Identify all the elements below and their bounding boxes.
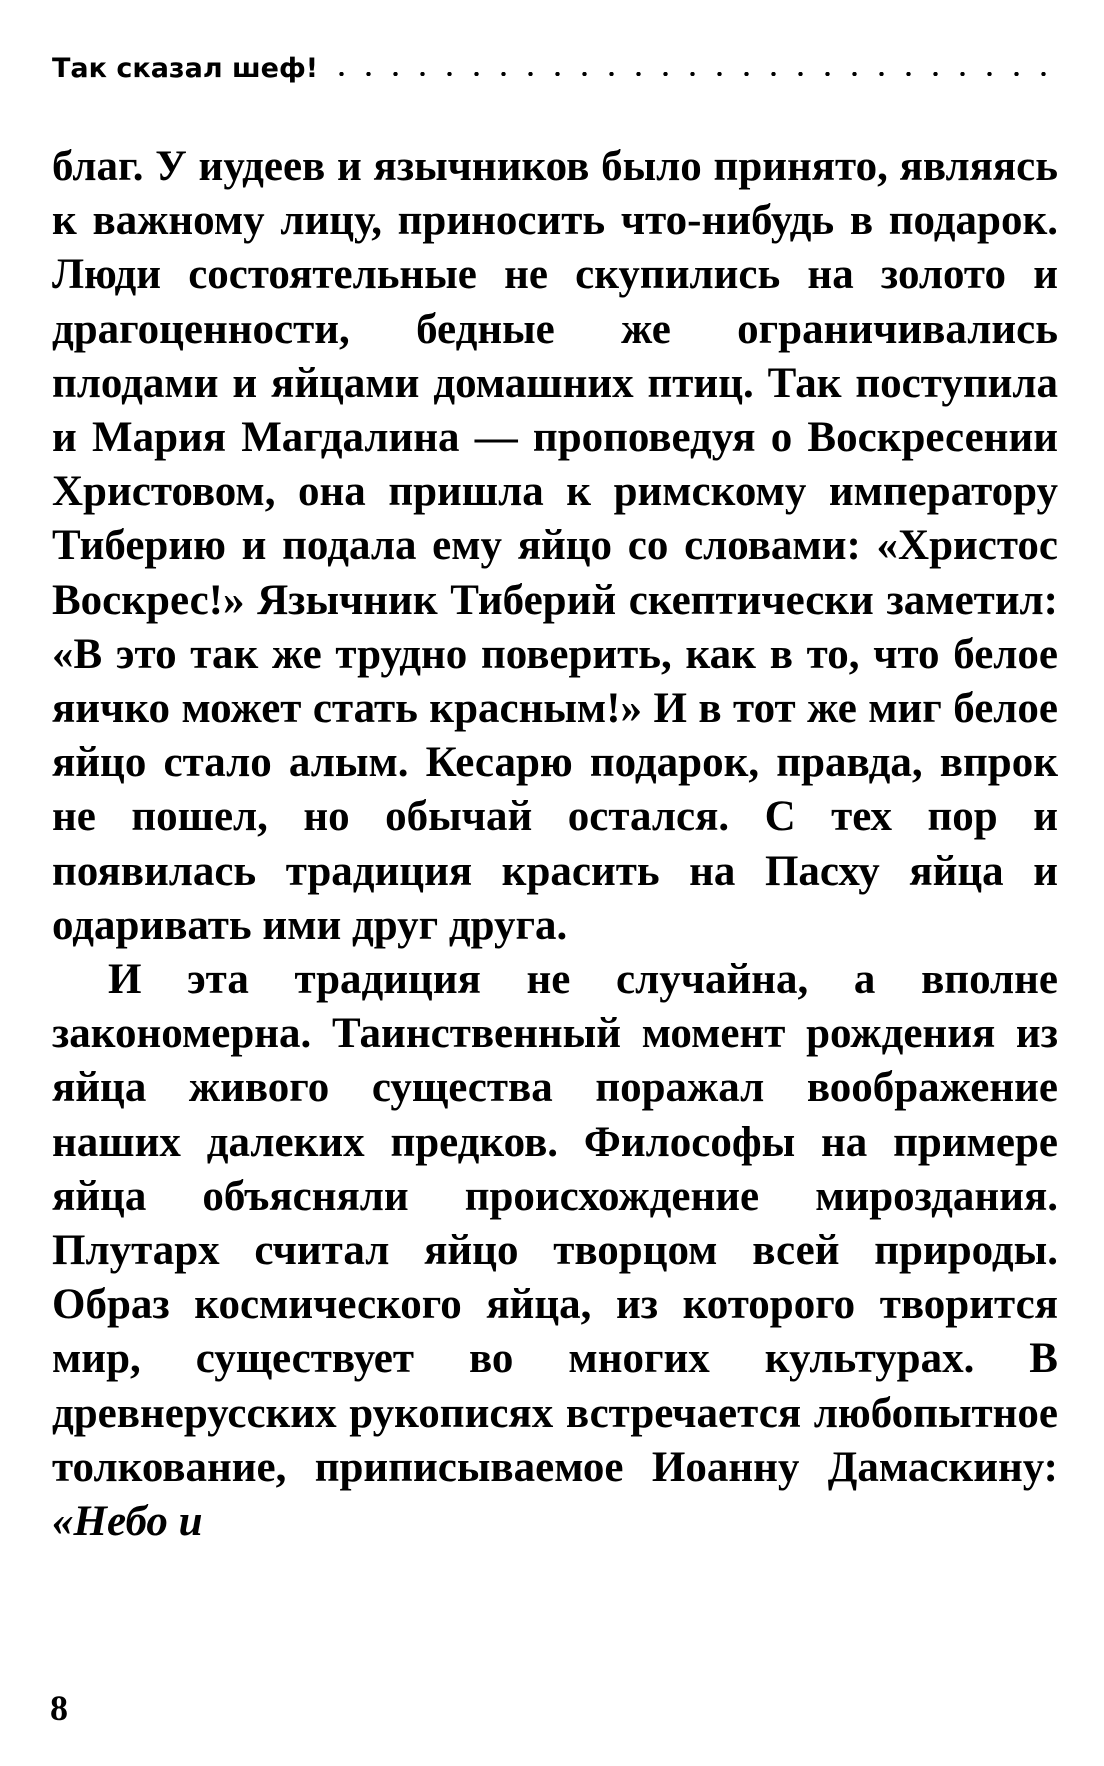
running-head-dot-leader [328,72,1062,76]
paragraph-1: благ. У иудеев и язычников было принято, являясь к важному лицу, приносить что-нибудь в подарок. Люди состоятельные не скупились на золото и драгоценности, бедные же ограничивались плодами и яйцами домашних птиц. Так поступила и Мария Магдалина — проповедуя о Воскресении Христовом, она пришла к римскому императору Тиберию и подала ему яйцо со словами: «Христос Воскрес!» Язычник Тиберий скептически заметил: «В это так же трудно поверить, как в то, что белое яичко может стать красным!» И в тот же миг белое яйцо стало алым. Кесарю подарок, правда, впрок не пошел, но обычай остался. С тех пор и появилась традиция красить на Пасху яйца и одаривать ими друг друга. [52,143,1058,949]
paragraph-2-text: И эта традиция не случайна, а вполне закономерна. Таинственный момент рождения из яйца живого существа поражал воображение наших далеких предков. Философы на примере яйца объясняли происхождение мироздания. Плутарх считал яйцо творцом всей природы. Образ космического яйца, из которого творится мир, существует во многих культурах. В древнерусских рукописях встречается любопытное толкование, приписываемое Иоанну Дамаскину: [52,956,1058,1491]
page-number: 8 [50,1688,68,1728]
paragraph-2-quote: «Небо и [52,1498,203,1546]
running-head-title: Так сказал шеф! [52,53,319,84]
body-text [52,140,1058,1549]
paragraph-2 [52,953,1058,1549]
running-head [52,46,1062,86]
